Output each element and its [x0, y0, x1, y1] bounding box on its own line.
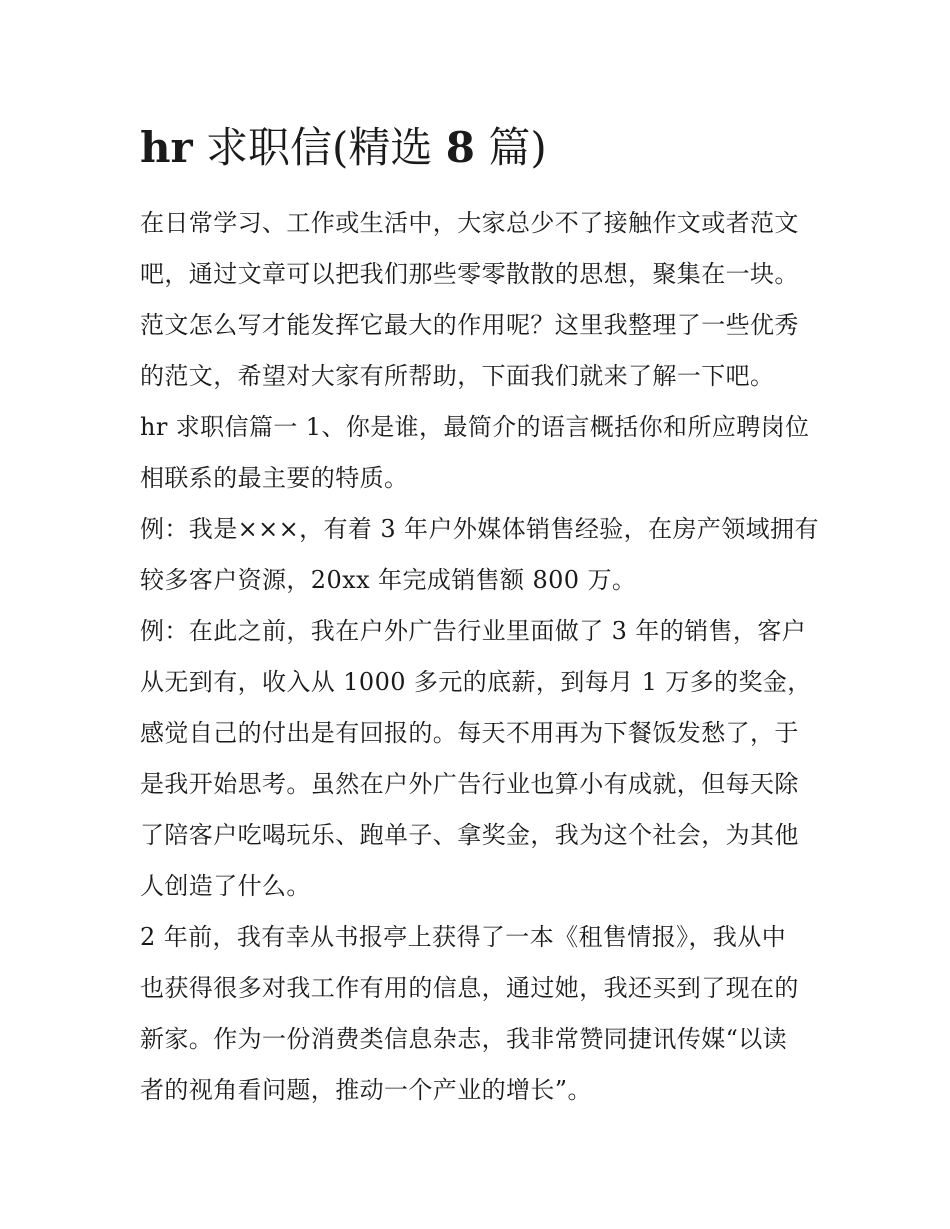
body-line: 例：我是×××，有着 3 年户外媒体销售经验，在房产领域拥有 — [140, 515, 819, 543]
body-line: 感觉自己的付出是有回报的。每天不用再为下餐饭发愁了，于 — [140, 719, 799, 747]
title-prefix: hr — [140, 123, 193, 172]
document-title — [140, 118, 547, 178]
body-line: 人创造了什么。 — [140, 872, 311, 900]
body-line: 例：在此之前，我在户外广告行业里面做了 3 年的销售，客户 — [140, 617, 807, 645]
title-mid: 求职信(精选 — [192, 123, 446, 172]
body-line: 较多客户资源，20xx 年完成销售额 800 万。 — [140, 566, 637, 594]
body-line: 从无到有，收入从 1000 多元的底薪，到每月 1 万多的奖金， — [140, 668, 812, 696]
body-line: hr 求职信篇一 1、你是谁，最简介的语言概括你和所应聘岗位 — [140, 413, 810, 441]
body-line: 在日常学习、工作或生活中，大家总少不了接触作文或者范文 — [140, 209, 799, 237]
body-line: 吧，通过文章可以把我们那些零零散散的思想，聚集在一块。 — [140, 260, 799, 288]
body-line: 者的视角看问题，推动一个产业的增长”。 — [140, 1076, 592, 1104]
body-line: 相联系的最主要的特质。 — [140, 464, 409, 492]
body-line: 的范文，希望对大家有所帮助，下面我们就来了解一下吧。 — [140, 362, 775, 390]
title-number: 8 — [445, 123, 475, 172]
body-line: 范文怎么写才能发挥它最大的作用呢？这里我整理了一些优秀 — [140, 311, 799, 339]
body-line: 新家。作为一份消费类信息杂志，我非常赞同捷讯传媒“以读 — [140, 1025, 788, 1053]
body-line: 也获得很多对我工作有用的信息，通过她，我还买到了现在的 — [140, 974, 799, 1002]
title-suffix: 篇) — [475, 123, 547, 172]
body-line: 是我开始思考。虽然在户外广告行业也算小有成就，但每天除 — [140, 770, 799, 798]
body-line: 2 年前，我有幸从书报亭上获得了一本《租售情报》，我从中 — [140, 923, 787, 951]
document-body — [140, 198, 820, 1116]
body-line: 了陪客户吃喝玩乐、跑单子、拿奖金，我为这个社会，为其他 — [140, 821, 799, 849]
